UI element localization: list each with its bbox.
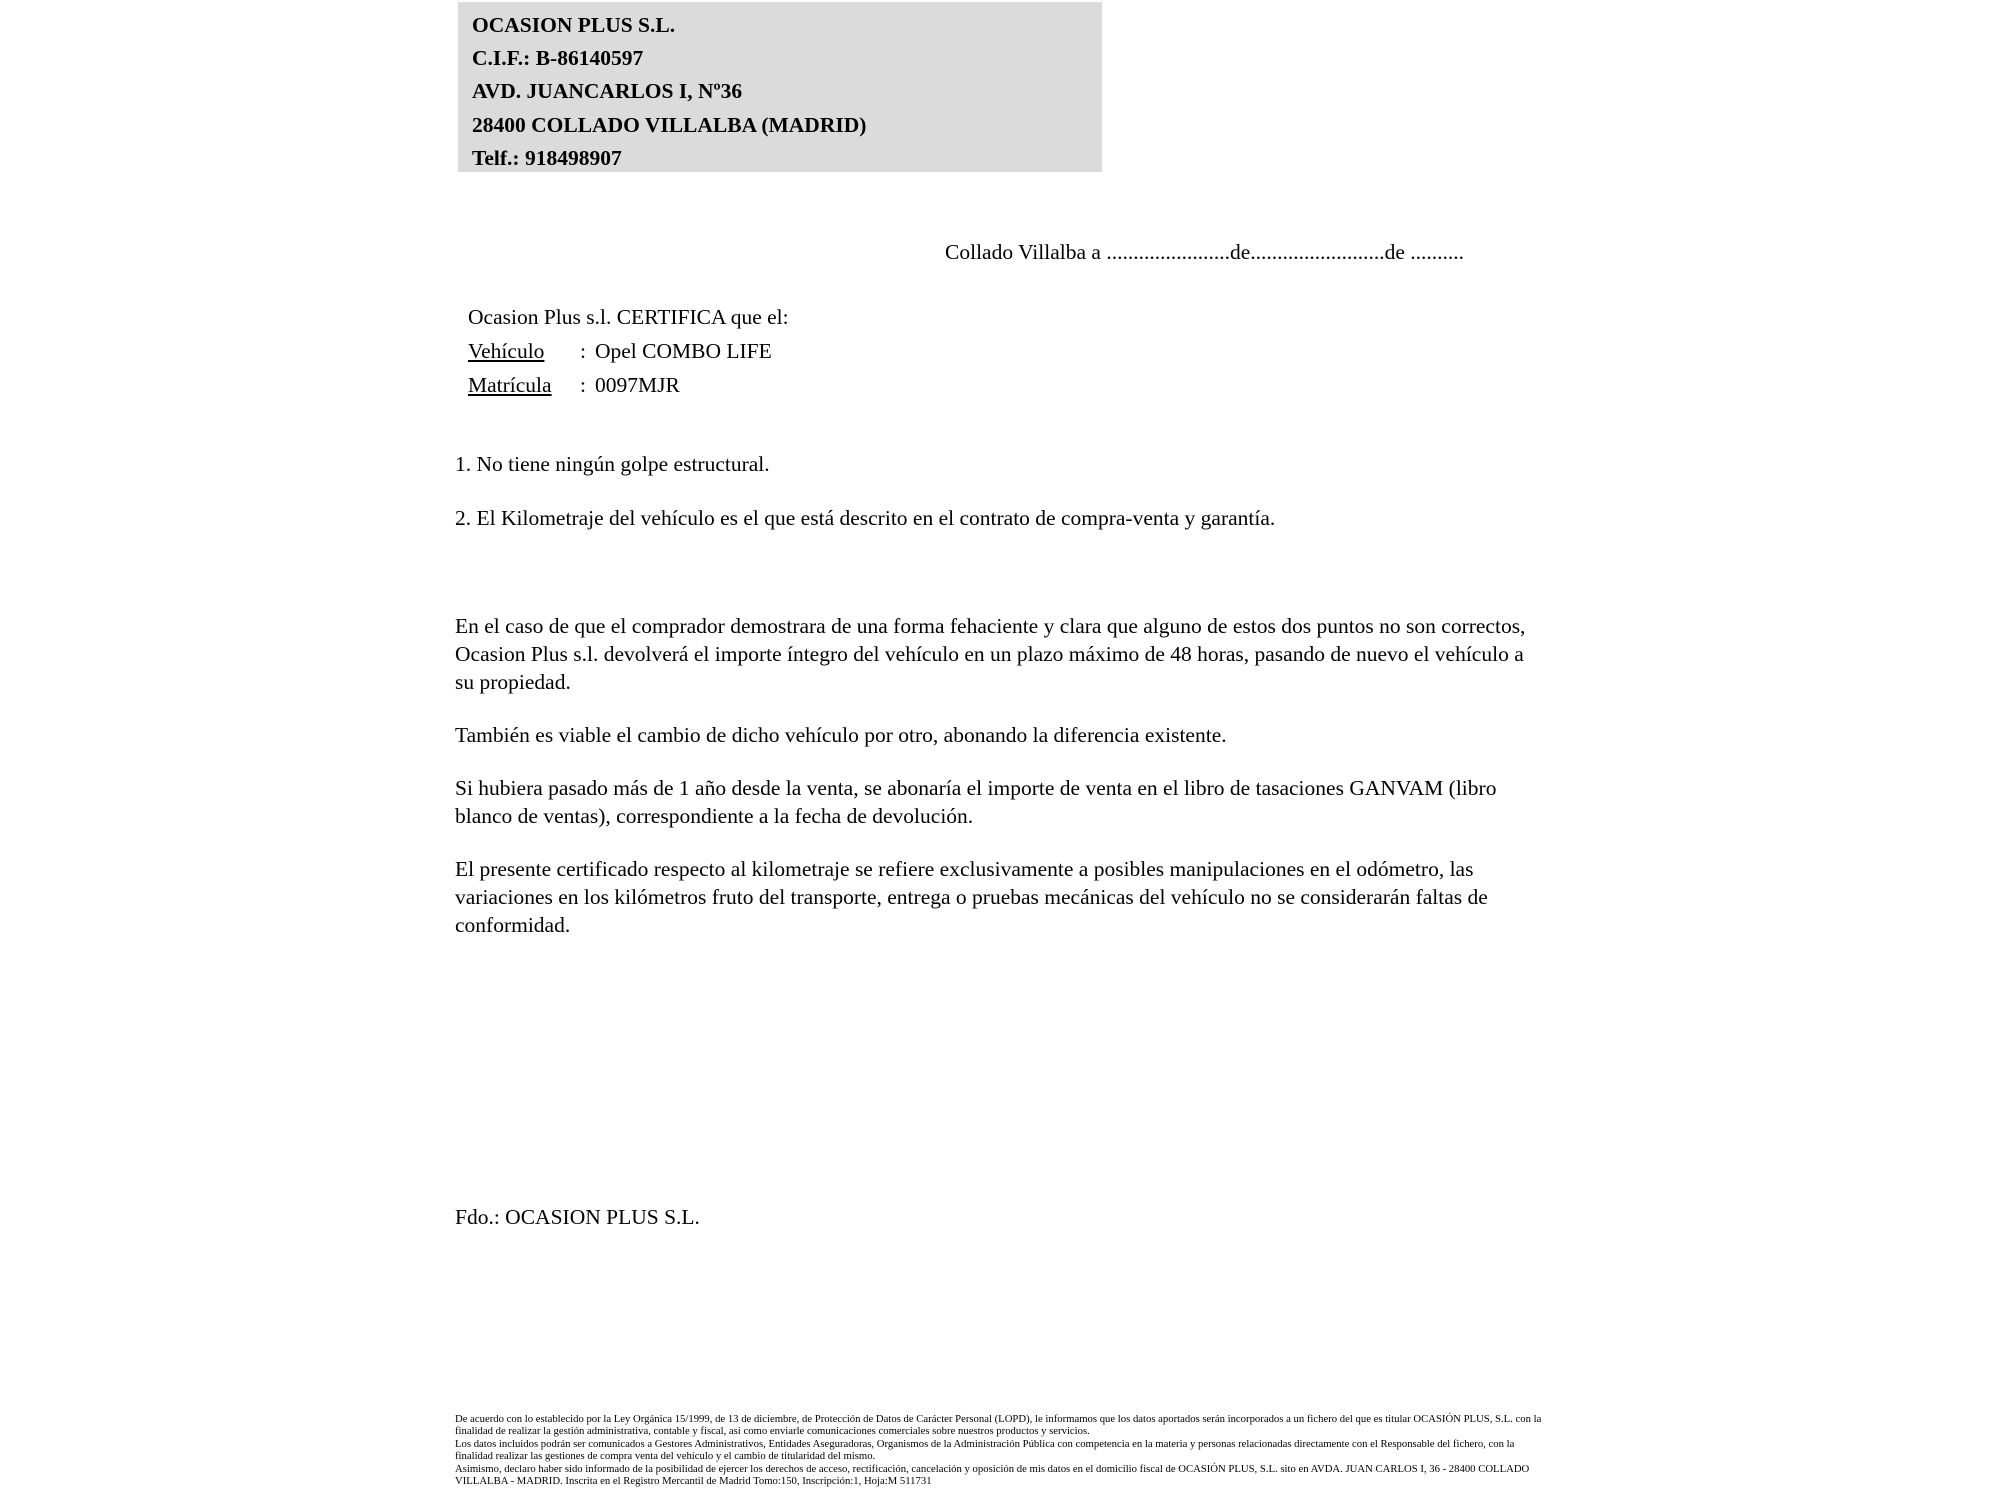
- signature-line: Fdo.: OCASION PLUS S.L.: [455, 1205, 700, 1229]
- company-cif: C.I.F.: B-86140597: [472, 46, 644, 71]
- vehicle-row: [468, 334, 789, 368]
- company-city: 28400 COLLADO VILLALBA (MADRID): [472, 112, 867, 137]
- plate-row: [468, 368, 789, 402]
- plate-value: 0097MJR: [594, 373, 680, 397]
- company-header-box: [458, 2, 1102, 172]
- paragraph-odometer: El presente certificado respecto al kilometraje se refiere exclusivamente a posibles manipulaciones en el odómetro, las variaciones en los kilómetros fruto del transporte, entrega o pruebas mecánicas del vehículo no se considerarán faltas de conformidad.: [455, 857, 1488, 937]
- legal-notice: [455, 1413, 1553, 1487]
- points-list: [455, 450, 1547, 558]
- vehicle-label: Vehículo: [468, 339, 545, 363]
- paragraph-exchange: También es viable el cambio de dicho vehículo por otro, abonando la diferencia existente.: [455, 723, 1227, 747]
- vehicle-label-wrap: [468, 334, 580, 368]
- legal-paragraph-data-sharing: Los datos incluidos podrán ser comunicados a Gestores Administrativos, Entidades Aseguradoras, Organismos de la Administración Pública con competencia en la materia y personas relacionadas directamente con el Responsable del fichero, con la finalidad realizar las gestiones de compra venta del vehículo y el cambio de titularidad del mismo.: [455, 1437, 1515, 1463]
- certification-block: [468, 300, 789, 402]
- paragraph-ganvam: Si hubiera pasado más de 1 año desde la venta, se abonaría el importe de venta en el libro de tasaciones GANVAM (libro blanco de ventas), correspondiente a la fecha de devolución.: [455, 776, 1497, 828]
- paragraph-refund: En el caso de que el comprador demostrara de una forma fehaciente y clara que alguno de estos dos puntos no son correctos, Ocasion Plus s.l. devolverá el importe íntegro del vehículo en un plazo máximo de 48 horas, pasando de nuevo el vehículo a su propiedad.: [455, 614, 1526, 694]
- legal-paragraph-lopd: De acuerdo con lo establecido por la Ley Orgánica 15/1999, de 13 de diciembre, de Protección de Datos de Carácter Personal (LOPD), le informamos que los datos aportados serán incorporados a un fichero del que es titular OCASIÓN PLUS, S.L. con la finalidad de realizar la gestión administrativa, contable y fiscal, así como enviarle comunicaciones comerciales sobre nuestros productos y servicios.: [455, 1413, 1542, 1438]
- certification-intro: Ocasion Plus s.l. CERTIFICA que el:: [468, 305, 789, 329]
- company-phone: Telf.: 918498907: [472, 145, 622, 170]
- company-address: AVD. JUANCARLOS I, Nº36: [472, 79, 743, 104]
- plate-label-wrap: [468, 368, 580, 402]
- point-1: 1. No tiene ningún golpe estructural.: [455, 452, 770, 476]
- plate-colon: :: [580, 373, 586, 397]
- vehicle-value: Opel COMBO LIFE: [594, 339, 772, 363]
- company-name: OCASION PLUS S.L.: [472, 13, 676, 37]
- point-2: 2. El Kilometraje del vehículo es el que está descrito en el contrato de compra-venta y garantía.: [455, 506, 1276, 530]
- date-line: Collado Villalba a .......................de.........................de ..........: [945, 240, 1465, 264]
- plate-label: Matrícula: [468, 373, 552, 397]
- body-paragraphs: [455, 612, 1547, 964]
- vehicle-colon: :: [580, 339, 586, 363]
- legal-paragraph-rights: Asimismo, declaro haber sido informado de la posibilidad de ejercer los derechos de acceso, rectificación, cancelación y oposición de mis datos en el domicilio fiscal de OCASIÓN PLUS, S.L. sito en AVDA. JUAN CARLOS I, 36 - 28400 COLLADO VILLALBA - MADRID. Inscrita en el Registro Mercantil de Madrid Tomo:150, Inscripción:1, Hoja:M 511731: [455, 1462, 1530, 1488]
